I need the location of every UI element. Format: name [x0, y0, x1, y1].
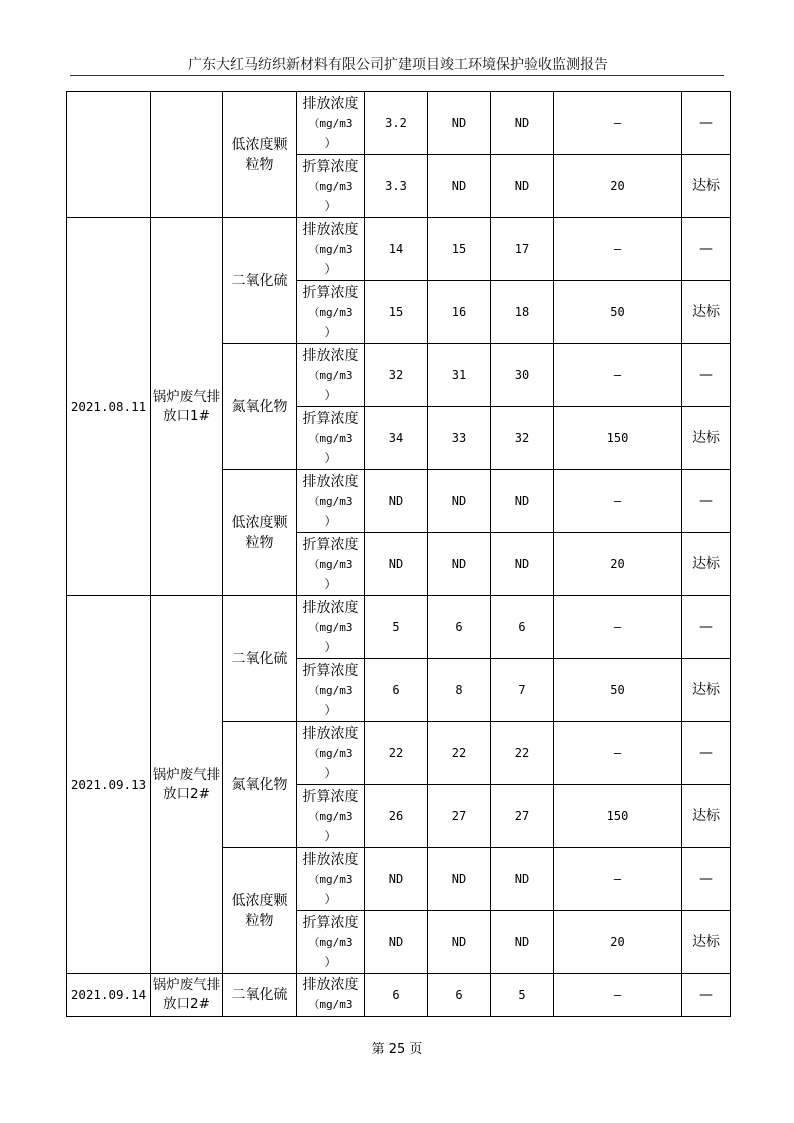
indicator-unit-close: ）	[324, 955, 337, 969]
indicator-unit: （mg/m3	[308, 936, 353, 949]
value-cell-1: 22	[365, 722, 428, 785]
value-cell-2: 6	[428, 974, 491, 1017]
value-cell-1: ND	[365, 848, 428, 911]
monitoring-table	[66, 91, 731, 1017]
indicator-unit: （mg/m3	[308, 621, 353, 634]
result-cell: 达标	[682, 911, 731, 974]
value-cell-1: 5	[365, 596, 428, 659]
pollutant-cell: 氮氧化物	[223, 722, 297, 848]
indicator-cell	[297, 722, 365, 785]
indicator-label: 折算浓度	[302, 789, 359, 805]
limit-cell: 150	[554, 785, 682, 848]
indicator-label: 折算浓度	[302, 537, 359, 553]
indicator-label: 排放浓度	[302, 222, 359, 238]
result-cell: —	[682, 848, 731, 911]
date-cell	[67, 92, 151, 218]
value-cell-3: 18	[491, 281, 554, 344]
indicator-cell	[297, 218, 365, 281]
value-cell-3: 30	[491, 344, 554, 407]
value-cell-1: 6	[365, 974, 428, 1017]
value-cell-1: 3.2	[365, 92, 428, 155]
indicator-label: 排放浓度	[302, 474, 359, 490]
value-cell-3: ND	[491, 848, 554, 911]
report-title: 广东大红马纺织新材料有限公司扩建项目竣工环境保护验收监测报告	[188, 57, 608, 73]
indicator-unit-close: ）	[324, 892, 337, 906]
value-cell-3: 27	[491, 785, 554, 848]
indicator-cell	[297, 407, 365, 470]
value-cell-2: 8	[428, 659, 491, 722]
value-cell-3: 22	[491, 722, 554, 785]
result-cell: —	[682, 470, 731, 533]
limit-cell: 20	[554, 911, 682, 974]
limit-cell: 50	[554, 281, 682, 344]
result-cell: —	[682, 218, 731, 281]
location-cell: 锅炉废气排放口2#	[151, 974, 223, 1017]
pollutant-cell: 二氧化硫	[223, 974, 297, 1017]
value-cell-2: ND	[428, 911, 491, 974]
indicator-unit: （mg/m3	[308, 243, 353, 256]
value-cell-1: 15	[365, 281, 428, 344]
indicator-cell	[297, 155, 365, 218]
value-cell-3: 6	[491, 596, 554, 659]
limit-cell: 20	[554, 533, 682, 596]
value-cell-3: ND	[491, 470, 554, 533]
value-cell-1: ND	[365, 533, 428, 596]
indicator-cell	[297, 848, 365, 911]
indicator-unit-close: ）	[324, 388, 337, 402]
value-cell-2: ND	[428, 533, 491, 596]
value-cell-3: ND	[491, 911, 554, 974]
page-number: 第 25 页	[371, 1042, 423, 1057]
result-cell: 达标	[682, 533, 731, 596]
indicator-unit-close: ）	[324, 199, 337, 213]
value-cell-1: ND	[365, 911, 428, 974]
limit-cell: —	[554, 470, 682, 533]
indicator-cell	[297, 911, 365, 974]
indicator-unit: （mg/m3	[308, 747, 353, 760]
value-cell-2: 22	[428, 722, 491, 785]
indicator-unit: （mg/m3	[308, 810, 353, 823]
value-cell-2: 16	[428, 281, 491, 344]
result-cell: —	[682, 722, 731, 785]
value-cell-2: 27	[428, 785, 491, 848]
value-cell-1: 32	[365, 344, 428, 407]
result-cell: 达标	[682, 785, 731, 848]
result-cell: 达标	[682, 407, 731, 470]
indicator-cell	[297, 974, 365, 1017]
indicator-unit: （mg/m3	[308, 432, 353, 445]
location-cell	[151, 92, 223, 218]
value-cell-2: ND	[428, 848, 491, 911]
indicator-cell	[297, 92, 365, 155]
value-cell-1: 14	[365, 218, 428, 281]
indicator-unit-close: ）	[324, 577, 337, 591]
limit-cell: 20	[554, 155, 682, 218]
indicator-label: 折算浓度	[302, 915, 359, 931]
table-row	[67, 596, 731, 659]
result-cell: —	[682, 974, 731, 1017]
indicator-cell	[297, 659, 365, 722]
indicator-cell	[297, 785, 365, 848]
indicator-unit-close: ）	[324, 325, 337, 339]
indicator-cell	[297, 533, 365, 596]
value-cell-1: 26	[365, 785, 428, 848]
value-cell-2: 31	[428, 344, 491, 407]
value-cell-3: 7	[491, 659, 554, 722]
limit-cell: —	[554, 218, 682, 281]
value-cell-2: ND	[428, 92, 491, 155]
result-cell: —	[682, 344, 731, 407]
pollutant-cell: 二氧化硫	[223, 218, 297, 344]
limit-cell: —	[554, 974, 682, 1017]
indicator-unit-close: ）	[324, 766, 337, 780]
result-cell: 达标	[682, 659, 731, 722]
value-cell-1: 3.3	[365, 155, 428, 218]
table-row	[67, 974, 731, 1017]
pollutant-cell: 低浓度颗粒物	[223, 848, 297, 974]
date-cell: 2021.08.11	[67, 218, 151, 596]
indicator-label: 排放浓度	[302, 96, 359, 112]
pollutant-cell: 二氧化硫	[223, 596, 297, 722]
date-cell: 2021.09.14	[67, 974, 151, 1017]
result-cell: 达标	[682, 155, 731, 218]
indicator-label: 折算浓度	[302, 159, 359, 175]
result-cell: 达标	[682, 281, 731, 344]
value-cell-3: ND	[491, 92, 554, 155]
value-cell-3: ND	[491, 533, 554, 596]
value-cell-1: 6	[365, 659, 428, 722]
indicator-label: 折算浓度	[302, 411, 359, 427]
report-header	[70, 55, 724, 76]
result-cell: —	[682, 92, 731, 155]
indicator-unit: （mg/m3	[308, 495, 353, 508]
limit-cell: —	[554, 344, 682, 407]
indicator-unit-close: ）	[324, 640, 337, 654]
value-cell-2: 6	[428, 596, 491, 659]
indicator-unit-close: ）	[324, 262, 337, 276]
result-cell: —	[682, 596, 731, 659]
value-cell-3: 5	[491, 974, 554, 1017]
limit-cell: —	[554, 722, 682, 785]
pollutant-cell: 低浓度颗粒物	[223, 470, 297, 596]
indicator-unit-close: ）	[324, 514, 337, 528]
indicator-cell	[297, 344, 365, 407]
date-cell: 2021.09.13	[67, 596, 151, 974]
table-row	[67, 218, 731, 281]
indicator-unit: （mg/m3	[308, 369, 353, 382]
indicator-cell	[297, 596, 365, 659]
value-cell-3: 17	[491, 218, 554, 281]
value-cell-2: 15	[428, 218, 491, 281]
value-cell-1: 34	[365, 407, 428, 470]
indicator-unit: （mg/m3	[308, 998, 353, 1011]
indicator-unit-close: ）	[324, 703, 337, 717]
indicator-label: 排放浓度	[302, 852, 359, 868]
indicator-label: 排放浓度	[302, 348, 359, 364]
value-cell-3: 32	[491, 407, 554, 470]
location-cell: 锅炉废气排放口1#	[151, 218, 223, 596]
indicator-unit-close: ）	[324, 136, 337, 150]
value-cell-3: ND	[491, 155, 554, 218]
indicator-unit: （mg/m3	[308, 873, 353, 886]
indicator-label: 折算浓度	[302, 285, 359, 301]
value-cell-2: ND	[428, 155, 491, 218]
indicator-label: 折算浓度	[302, 663, 359, 679]
indicator-unit: （mg/m3	[308, 558, 353, 571]
indicator-cell	[297, 470, 365, 533]
limit-cell: 150	[554, 407, 682, 470]
indicator-label: 排放浓度	[302, 977, 359, 993]
indicator-unit: （mg/m3	[308, 117, 353, 130]
value-cell-2: 33	[428, 407, 491, 470]
table-row	[67, 92, 731, 155]
limit-cell: 50	[554, 659, 682, 722]
indicator-label: 排放浓度	[302, 600, 359, 616]
limit-cell: —	[554, 596, 682, 659]
indicator-unit-close: ）	[324, 829, 337, 843]
value-cell-2: ND	[428, 470, 491, 533]
indicator-cell	[297, 281, 365, 344]
limit-cell: —	[554, 92, 682, 155]
pollutant-cell: 低浓度颗粒物	[223, 92, 297, 218]
indicator-label: 排放浓度	[302, 726, 359, 742]
indicator-unit: （mg/m3	[308, 306, 353, 319]
value-cell-1: ND	[365, 470, 428, 533]
pollutant-cell: 氮氧化物	[223, 344, 297, 470]
indicator-unit-close: ）	[324, 451, 337, 465]
location-cell: 锅炉废气排放口2#	[151, 596, 223, 974]
indicator-unit: （mg/m3	[308, 180, 353, 193]
indicator-unit: （mg/m3	[308, 684, 353, 697]
limit-cell: —	[554, 848, 682, 911]
